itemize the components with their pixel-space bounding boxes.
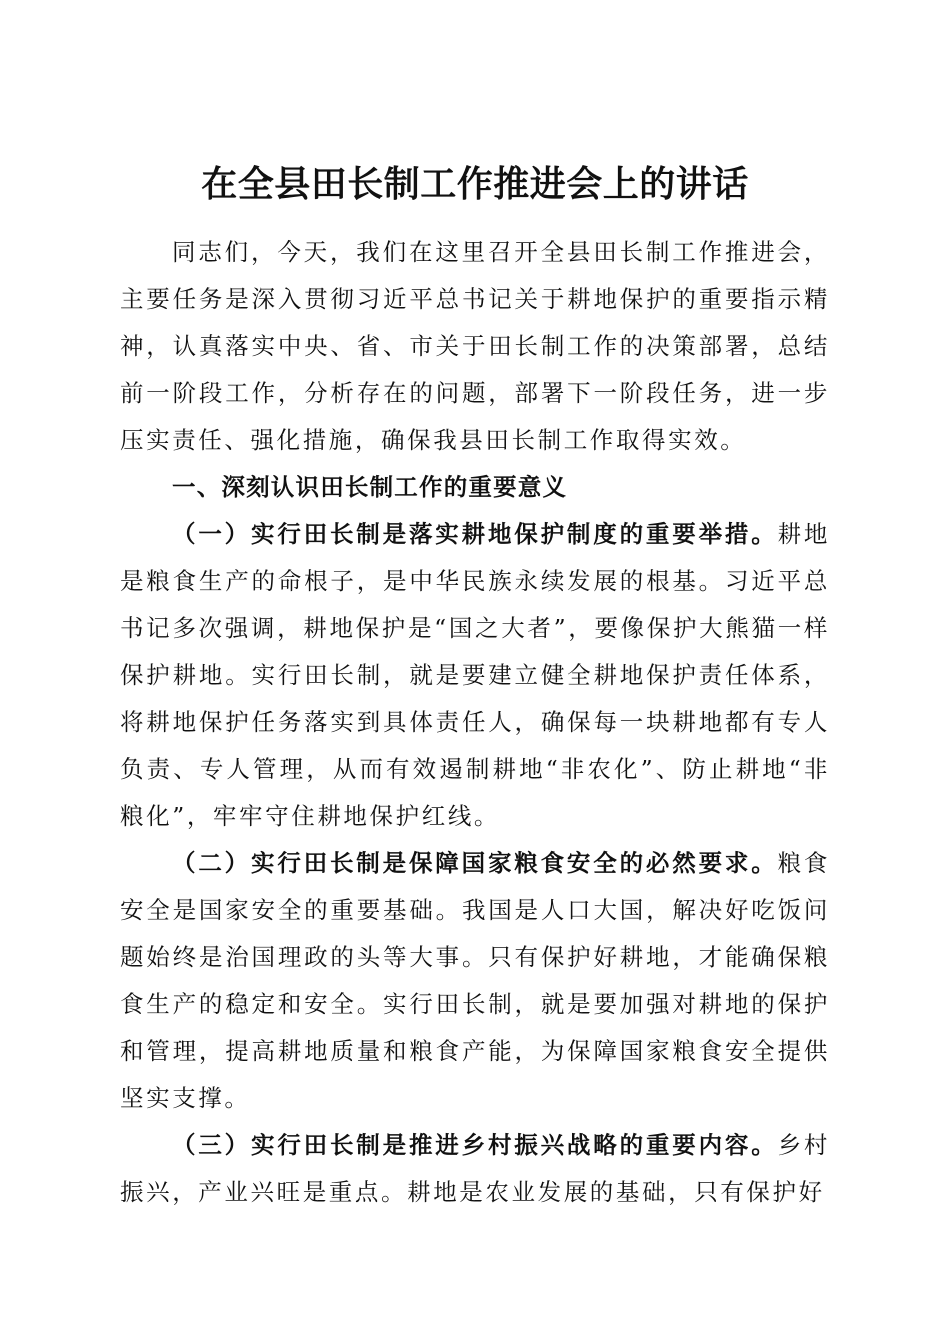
paragraph-lead-2: （二）实行田长制是保障国家粮食安全的必然要求。 <box>172 849 778 877</box>
paragraph-text-1: 耕地是粮食生产的命根子，是中华民族永续发展的根基。习近平总书记多次强调，耕地保护是“国之大者”，要像保护大熊猫一样保护耕地。实行田长制，就是要建立健全耕地保护责任体系，将耕地保护任务落实到具体责任人，确保每一块耕地都有专人负责、专人管理，从而有效遏制耕地“非农化”、防止耕地“非粮化”，牢牢守住耕地保护红线。 <box>120 520 830 830</box>
section-heading: 一、深刻认识田长制工作的重要意义 <box>172 473 568 501</box>
section-paragraph-2 <box>120 840 830 1122</box>
paragraph-lead-3: （三）实行田长制是推进乡村振兴战略的重要内容。 <box>172 1131 778 1159</box>
intro-paragraph: 同志们，今天，我们在这里召开全县田长制工作推进会，主要任务是深入贯彻习近平总书记关于耕地保护的重要指示精神，认真落实中央、省、市关于田长制工作的决策部署，总结前一阶段工作，分析存在的问题，部署下一阶段任务，进一步压实责任、强化措施，确保我县田长制工作取得实效。 <box>120 238 830 454</box>
section-paragraph-1 <box>120 511 830 840</box>
paragraph-lead-1: （一）实行田长制是落实耕地保护制度的重要举措。 <box>172 520 778 548</box>
paragraph-text-3: 乡村振兴，产业兴旺是重点。耕地是农业发展的基础，只有保护好 <box>120 1131 830 1206</box>
paragraph-text-2: 粮食安全是国家安全的重要基础。我国是人口大国，解决好吃饭问题始终是治国理政的头等大事。只有保护好耕地，才能确保粮食生产的稳定和安全。实行田长制，就是要加强对耕地的保护和管理，提高耕地质量和粮食产能，为保障国家粮食安全提供坚实支撑。 <box>120 849 830 1112</box>
document-title: 在全县田长制工作推进会上的讲话 <box>201 163 749 206</box>
document-body <box>120 229 830 1216</box>
section-paragraph-3 <box>120 1122 830 1216</box>
